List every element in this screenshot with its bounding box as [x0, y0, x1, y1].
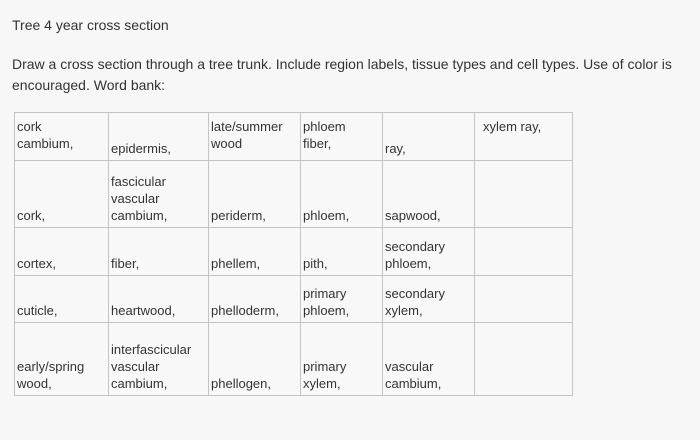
word-cell: pith,	[301, 228, 383, 276]
word-cell: heartwood,	[109, 276, 209, 323]
word-cell: vascular cambium,	[383, 323, 475, 396]
word-cell: phloem fiber,	[301, 113, 383, 161]
word-cell	[475, 161, 573, 228]
word-cell: secondary phloem,	[383, 228, 475, 276]
table-row	[15, 323, 573, 396]
word-cell: periderm,	[209, 161, 301, 228]
table-row	[15, 276, 573, 323]
word-cell: fascicular vascular cambium,	[109, 161, 209, 228]
word-cell: primary phloem,	[301, 276, 383, 323]
word-cell	[475, 323, 573, 396]
word-cell: late/summer wood	[209, 113, 301, 161]
word-cell: cuticle,	[15, 276, 109, 323]
word-cell: secondary xylem,	[383, 276, 475, 323]
page-title: Tree 4 year cross section	[12, 17, 169, 33]
word-cell: xylem ray,	[475, 113, 573, 161]
word-cell: cortex,	[15, 228, 109, 276]
word-cell: interfascicular vascular cambium,	[109, 323, 209, 396]
word-cell: phelloderm,	[209, 276, 301, 323]
word-cell: cork cambium,	[15, 113, 109, 161]
word-cell	[475, 228, 573, 276]
word-cell: primary xylem,	[301, 323, 383, 396]
word-cell: early/spring wood,	[15, 323, 109, 396]
word-cell: sapwood,	[383, 161, 475, 228]
word-cell: phloem,	[301, 161, 383, 228]
word-cell: cork,	[15, 161, 109, 228]
word-cell: phellem,	[209, 228, 301, 276]
table-row	[15, 161, 573, 228]
table-row	[15, 113, 573, 161]
word-cell: ray,	[383, 113, 475, 161]
word-cell: phellogen,	[209, 323, 301, 396]
word-cell	[475, 276, 573, 323]
instructions-text: Draw a cross section through a tree trunk. Include region labels, tissue types and cell types. Use of color is encouraged. Word bank:	[12, 56, 672, 93]
word-cell: epidermis,	[109, 113, 209, 161]
word-cell: fiber,	[109, 228, 209, 276]
word-bank-table	[14, 112, 573, 396]
table-row	[15, 228, 573, 276]
